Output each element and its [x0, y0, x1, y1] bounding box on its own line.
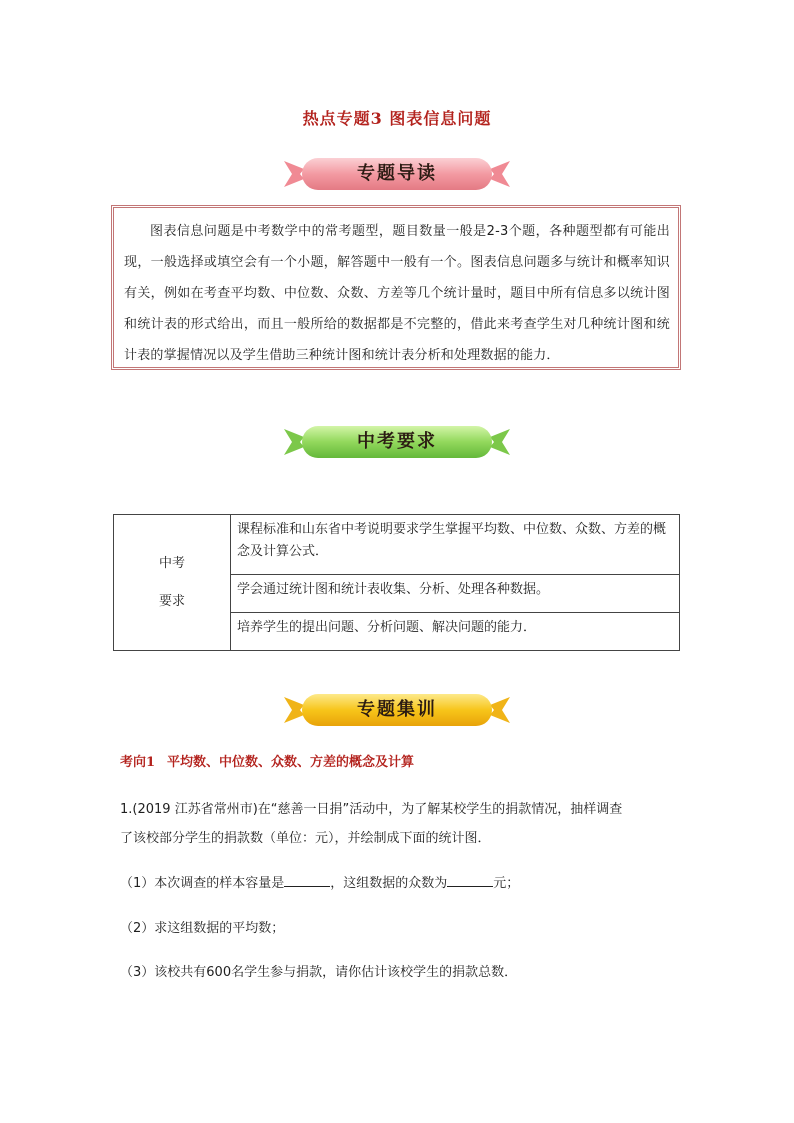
- requirements-table: [113, 514, 680, 651]
- question-1-part2: ，这组数据的众数为: [330, 876, 448, 891]
- banner-training-label: 专题集训: [357, 699, 437, 720]
- requirement-2: 学会通过统计图和统计表收集、分析、处理各种数据。: [231, 575, 680, 613]
- question-1-part3: 元；: [493, 876, 520, 891]
- requirements-header-line2: 要求: [158, 593, 185, 609]
- banner-guide: [282, 155, 512, 193]
- banner-training: [282, 691, 512, 729]
- requirement-3: 培养学生的提出问题、分析问题、解决问题的能力．: [231, 613, 680, 651]
- banner-guide-label: 专题导读: [357, 163, 437, 184]
- answer-blank-mode[interactable]: [447, 874, 493, 887]
- question-1: [120, 872, 680, 891]
- problem-intro-line2: 了该校部分学生的捐款数（单位：元），并绘制成下面的统计图．: [120, 831, 491, 846]
- problem-intro-line1: 1.(2019 江苏省常州市)在“慈善一日捐”活动中，为了解某校学生的捐款情况，抽样调查: [120, 802, 623, 817]
- question-1-part1: （1）本次调查的样本容量是: [120, 876, 285, 891]
- requirements-header-line1: 中考: [158, 555, 185, 571]
- answer-blank-sample-size[interactable]: [284, 874, 330, 887]
- banner-requirements: [282, 423, 512, 461]
- question-2: （2）求这组数据的平均数；: [120, 921, 285, 936]
- intro-text: 图表信息问题是中考数学中的常考题型，题目数量一般是2-3个题，各种题型都有可能出现，一般选择或填空会有一个小题，解答题中一般有一个。图表信息问题多与统计和概率知识有关，例如在考查平均数、中位数、众数、方差等几个统计量时，题目中所有信息多以统计图和统计表的形式给出，而且一般所给的数据都是不完整的，借此来考查学生对几种统计图和统计表的掌握情况以及学生借助三种统计图和统计表分析和处理数据的能力．: [124, 224, 670, 363]
- section-title: 平均数、中位数、众数、方差的概念及计算: [167, 755, 415, 770]
- requirements-header-cell: [114, 515, 231, 651]
- intro-box: [111, 205, 681, 370]
- question-3: （3）该校共有600名学生参与捐款，请你估计该校学生的捐款总数．: [120, 965, 518, 980]
- requirement-1: 课程标准和山东省中考说明要求学生掌握平均数、中位数、众数、方差的概念及计算公式．: [231, 515, 680, 575]
- section-label: 考向1: [120, 755, 156, 770]
- banner-requirements-label: 中考要求: [357, 431, 437, 452]
- page-title: 热点专题3 图表信息问题: [302, 109, 492, 128]
- table-row: [114, 515, 680, 575]
- section-heading: [120, 751, 414, 770]
